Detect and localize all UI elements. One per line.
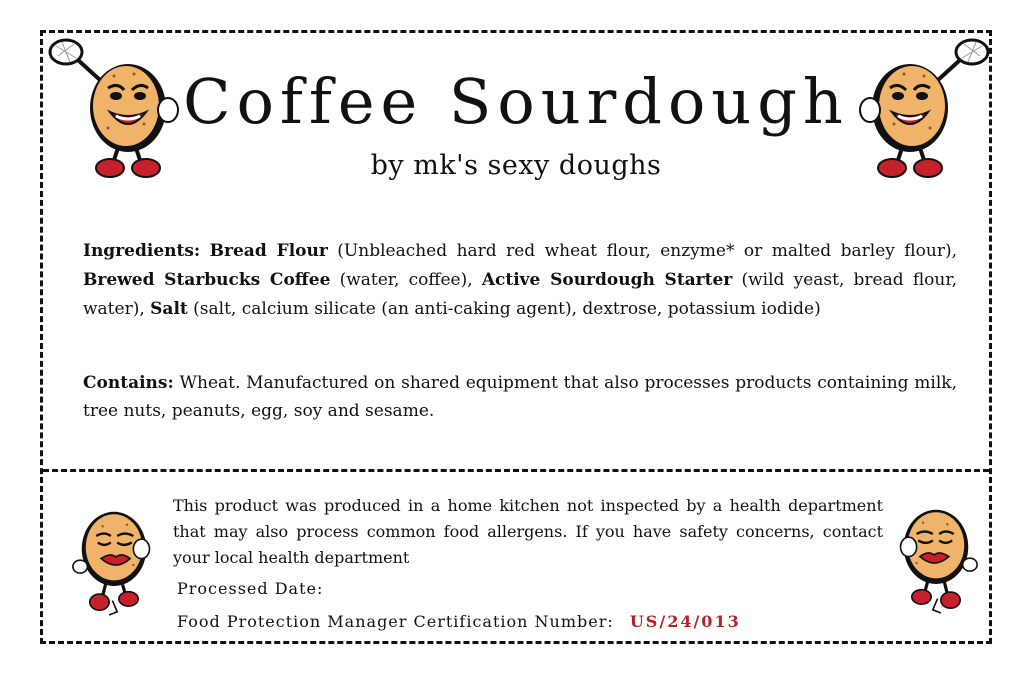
processed-date-label: Processed Date: (177, 579, 324, 598)
ingredient-name: Salt (150, 299, 188, 319)
ingredient-detail: (water, coffee), (330, 270, 482, 290)
ingredient-detail: (salt, calcium silicate (an anti-caking agent), dextrose, potassium iodide) (187, 299, 821, 319)
ingredient-detail: (Unbleached hard red wheat flour, enzyme* or malted barley flour), (327, 241, 957, 261)
home-kitchen-notice: This product was produced in a home kitchen not inspected by a health department that may also process common food allergens. If you have safety concerns, contact your local health department (173, 496, 883, 567)
product-title: Coffee Sourdough (183, 65, 849, 138)
ingredients-statement (83, 237, 957, 324)
ingredients-label: Ingredients: (83, 241, 201, 261)
contains-text: Wheat. Manufactured on shared equipment that also processes products containing milk, tree nuts, peanuts, egg, soy and sesame. (83, 373, 957, 421)
section-divider (43, 469, 989, 472)
ingredient-name: Brewed Starbucks Coffee (83, 270, 331, 290)
certification-number: US/24/013 (629, 612, 741, 631)
certification-field (177, 612, 741, 631)
certification-label: Food Protection Manager Certification Number: (177, 612, 614, 631)
allergen-statement (83, 369, 957, 425)
product-label (40, 30, 992, 644)
ingredient-name: Active Sourdough Starter (481, 270, 733, 290)
ingredient-detail: (wild yeast, bread flour, water), (83, 270, 958, 319)
ingredient-name: Bread Flour (209, 241, 328, 261)
processed-date-field (177, 579, 323, 598)
contains-label: Contains: (83, 373, 174, 393)
product-subtitle: by mk's sexy doughs (370, 150, 662, 181)
